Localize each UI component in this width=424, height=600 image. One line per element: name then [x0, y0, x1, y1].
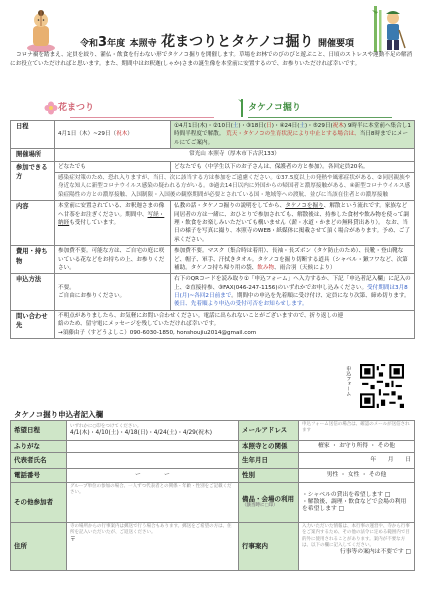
- field-label: 生年月日: [239, 453, 299, 469]
- cooking-checkbox[interactable]: ・解散後、調理・飲食などで会場の利用を希望します □: [302, 498, 407, 513]
- date-take: ①4月1日(木)・②10日(土)・③18日(日)・④24日(土)・⑤29日(祝木) 9時半に本堂前へ集合し1時間半程度で解散。 荒天・タケノコの生育状況により中止とする場合は、当日8時までにメールにてご案内。: [171, 121, 415, 149]
- fee-hana: 参加費不要。可能な方は、ご自宅の庭に咲いている花などをお持ちの上、お参りください。: [55, 246, 171, 274]
- target-note: 感染症対策のため、恐れ入りますが、当日、次に該当する方は参加をご遠慮ください。①37.5度以上の発熱や風邪症状がある、②同居親族や身近な知人に新型コロナウイルス感染の疑われる方がいる。③過去14日以内に外国からの帰国者と濃厚接触がある、④新型コロナウイルス感染症陽性の方との濃厚接触、入国制限・入国後の観察期間が必要とされている国・地域等への渡航、並びに当該在住者との濃厚接触: [55, 173, 415, 201]
- title-suffix: 開催要項: [318, 39, 355, 49]
- content-hana: 本堂前に安置されている、お釈迦さまの像へ甘茶をお注ぎください。期間中、写経・納経も受付しています。: [55, 201, 171, 246]
- form-row-phone: [11, 469, 415, 483]
- row-target: [11, 161, 415, 172]
- row-label: 開催場所: [11, 149, 55, 161]
- banner-takenoko: タケノコ掘り: [248, 103, 301, 113]
- qr-code-icon[interactable]: [360, 364, 404, 408]
- year-number: 3: [98, 35, 108, 50]
- field-label: ふりがな: [11, 441, 67, 453]
- contact-value: 不明点がありましたら、お気軽にお問い合わせください。電話に出られないことがございますので、折り返しの連絡のため、留守電にメッセージを残していただければ幸いです。 →須藤由子（すどうよしこ）090-6030-1850, honshoujiu2014@gmail.com: [55, 310, 415, 338]
- kana-field[interactable]: [67, 441, 239, 453]
- info-table: [10, 120, 415, 339]
- form-row-rep: [11, 453, 415, 469]
- row-label: 内容: [11, 201, 55, 246]
- form-title: タケノコ掘り申込者記入欄: [14, 410, 104, 419]
- form-row-kana: [11, 441, 415, 453]
- shovel-checkbox[interactable]: ・シャベルの貸出を希望します □: [302, 491, 391, 498]
- form-row-address: [11, 523, 415, 571]
- field-label: 希望日程: [11, 421, 67, 441]
- content-take: 仏教の話・タケノコ掘りの説明をしてから、タケノコを掘り、解散という流れです。家族など同居者の方は一緒に、おひとりで参加されても、解散後は、持参した食材や飲み物を使って調理・飲食をお楽しみいただいても構いません（薪・水道・かまどの無料貸出あり）。 なお、当日の様子を写真に撮り、本照寺のWEB・紙媒体に掲載させて頂く場合があります。予め、ご了承ください。: [171, 201, 415, 246]
- field-label: メールアドレス: [239, 421, 299, 441]
- row-label: 申込方法: [11, 274, 55, 311]
- email-field[interactable]: 申込フォーム送信の場合は、確認のメールが送信されます: [299, 421, 415, 441]
- apply-take: 右下のQRコードを読み取り①「申込フォーム」へ入力するか、下記「申込者記入欄」に記入の上、②直接持参、③FAX(046-247-1156)のいずれかでお申し込みください。受付期間は3月8日(月)~各回2日前まで。期間中の申込を先着順に受け付け、定員になり次第、締め切ります。後日、先着順より申込の受付可否をお知らせします。: [171, 274, 415, 311]
- field-label: 本照寺との関係: [239, 441, 299, 453]
- form-row-date: [11, 421, 415, 441]
- event-name: 花まつりとタケノコ掘り: [161, 34, 314, 50]
- apply-hana: 不要。 ご自由にお参りください。: [55, 274, 171, 311]
- notify-optout-checkbox[interactable]: 行事等の案内は不要です □: [339, 549, 411, 556]
- field-label: 行事案内: [239, 523, 299, 571]
- address-field[interactable]: 寺の場所からの行事案内は郵送で行う場合もあります。郵送をご希望の方は、住所を記入いただいたが、ご返送ください。 〒: [67, 523, 239, 571]
- fee-take: 参加費不要。マスク（集合時は着用）、長袖・長ズボン（タケ防止のため）、長靴・登山靴など、帽子、軍手、汗拭きタオル。タケノコを掘り切断する道具（シャベル・鍬フワなど、次第補助。タケノコ持ち帰り用の袋、飲み物、雨合羽（天候により）: [171, 246, 415, 274]
- birthdate-field[interactable]: 年 月 日: [299, 453, 415, 469]
- form-row-others: [11, 483, 415, 523]
- row-label: 参加できる方: [11, 161, 55, 201]
- others-field[interactable]: グループ単位の参加の場合、一人ずつ代表者との関係・年齢・性別をご記載ください。: [67, 483, 239, 523]
- temple-name: 本照寺: [129, 39, 157, 49]
- notify-field[interactable]: 入力いただいた情報は、本行事の運営や、寺から行事をご案内するため、その他の法令に定める範囲内で目的外に使用されることがあります。案内が不要な方は、以下の欄に記入してください。 行事等の案内は不要です □: [299, 523, 415, 571]
- date-hana: 4月1日（木）~29日（祝木）: [55, 121, 171, 149]
- bamboo-shoot-icon: [238, 99, 246, 117]
- target-hana: どなたでも: [55, 161, 171, 172]
- divider-take: [248, 117, 392, 118]
- row-content: [11, 201, 415, 246]
- year-suffix: 年度: [107, 39, 126, 49]
- field-label: 電話番号: [11, 469, 67, 483]
- field-label: その他参加者: [11, 483, 67, 523]
- field-label: 代表者氏名: [11, 453, 67, 469]
- row-apply: [11, 274, 415, 311]
- field-label: 住所: [11, 523, 67, 571]
- divider-hana: [70, 117, 214, 118]
- relation-field[interactable]: 檀家 ・ お守り所得 ・ その他: [299, 441, 415, 453]
- application-form: [10, 420, 415, 571]
- row-label: 日程: [11, 121, 55, 149]
- row-label: 問い合わせ先: [11, 310, 55, 338]
- intro-text: コロナ禍を踏まえ、定員を絞り、灌仏・飲食を行わない形でタケノコ掘りを開催します。草場をお林でのびのびと遊ぶこと、日頃のストレスや運動不足の解消にお役立ていただければと思います。また、期間中はお釈迦(しゃか)さまの誕生像を本堂前に安置するので、お参りいただければ幸いです。: [10, 52, 413, 67]
- date-choice-field[interactable]: いずれかに○印をつけてください。 4/1(木)・4/10(土)・4/18(日)・4/24(土)・4/29(祝木): [67, 421, 239, 441]
- gender-field[interactable]: 男性 ・ 女性 ・ その他: [299, 469, 415, 483]
- flower-icon: [44, 101, 58, 115]
- row-fee: [11, 246, 415, 274]
- row-venue: [11, 149, 415, 161]
- banner-hanamatsuri: 花まつり: [58, 103, 95, 113]
- farmer-bamboo-icon: [372, 6, 406, 52]
- row-target-note: [11, 173, 415, 201]
- venue-value: 常光山 本照寺（厚木市下古沢133）: [55, 149, 415, 161]
- field-label: 性別: [239, 469, 299, 483]
- field-label: 備品・会場の利用 （該当時に□印）: [239, 483, 299, 523]
- buddha-statue-icon: [24, 8, 58, 52]
- tools-field[interactable]: [299, 483, 415, 523]
- year-prefix: 令和: [80, 39, 99, 49]
- row-contact: [11, 310, 415, 338]
- row-label: 費用・持ち物: [11, 246, 55, 274]
- target-take: どなたでも（中学生以下のお子さんは、保護者の方と参加）。各回定員20名。: [171, 161, 415, 172]
- page-title: [80, 34, 360, 52]
- phone-field[interactable]: ー ー: [67, 469, 239, 483]
- rep-name-field[interactable]: [67, 453, 239, 469]
- qr-label: 申込フォーム: [345, 366, 352, 396]
- row-date: [11, 121, 415, 149]
